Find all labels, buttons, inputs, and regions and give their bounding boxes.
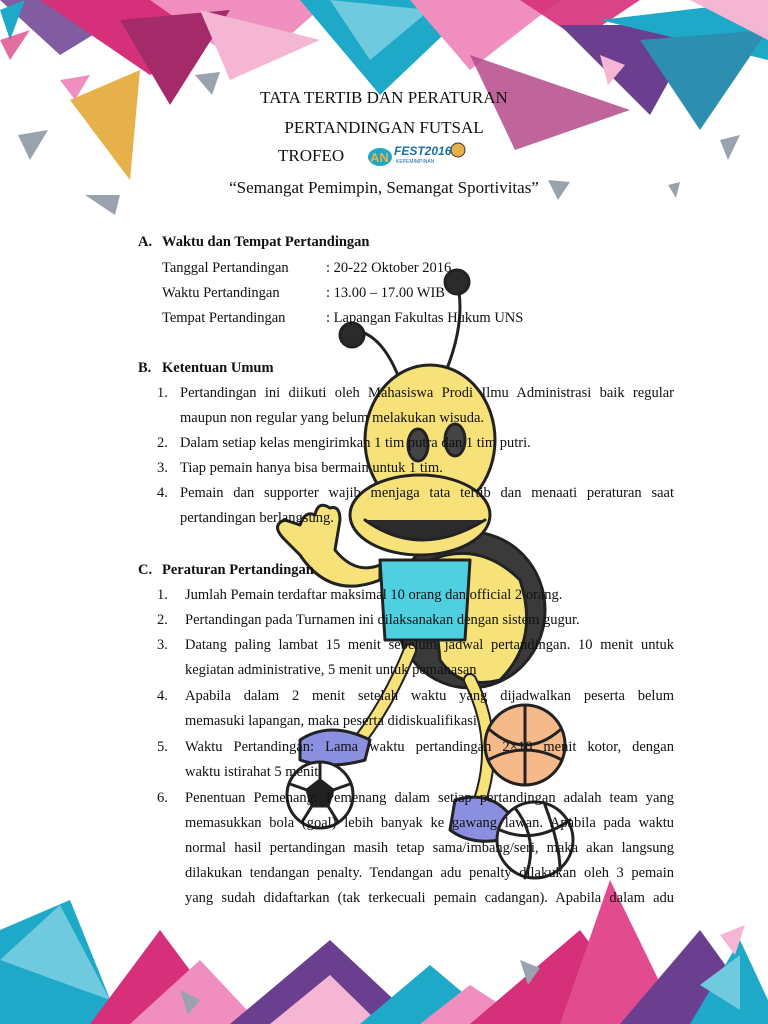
list-number: 5. bbox=[157, 739, 168, 755]
event-logo-text: FEST2016 bbox=[394, 144, 452, 158]
list-number: 3. bbox=[157, 460, 168, 476]
list-text-line: Pertandingan pada Turnamen ini dilaksanakan dengan sistem gugur. bbox=[185, 612, 580, 628]
info-label: Tanggal Pertandingan bbox=[162, 260, 289, 276]
list-text-line: Jumlah Pemain terdaftar maksimal 10 orang dan official 2 orang. bbox=[185, 587, 563, 603]
list-text-line: memasuki lapangan, maka peserta didiskualifikasi bbox=[185, 713, 477, 729]
list-text-line: Waktu Pertandingan: Lama waktu pertandingan 2×10 menit kotor, dengan bbox=[185, 739, 674, 755]
list-text-line: Pertandingan ini diikuti oleh Mahasiswa Prodi Ilmu Administrasi baik regular bbox=[180, 385, 674, 401]
list-text-line: pertandingan berlangsung. bbox=[180, 510, 334, 526]
list-text-line: memasukkan bola (goal) lebih banyak ke gawang lawan. Apabila pada waktu bbox=[185, 815, 674, 831]
list-text-line: dilakukan tendangan penalty. Tendangan adu penalty dilakukan oleh 3 pemain bbox=[185, 865, 674, 881]
section-b-heading bbox=[138, 360, 274, 377]
list-text-line: yang sudah didaftarkan (tak terkecuali pemain cadangan). Apabila dalam adu bbox=[185, 890, 674, 906]
tagline: “Semangat Pemimpin, Semangat Sportivitas” bbox=[229, 178, 539, 197]
list-text-line: Penentuan Pemenang: Pemenang dalam setiap pertandingan adalah team yang bbox=[185, 790, 674, 806]
document-title-line1: TATA TERTIB DAN PERATURAN bbox=[260, 88, 508, 107]
list-text-line: Tiap pemain hanya bisa bermain untuk 1 tim. bbox=[180, 460, 443, 476]
svg-text:AN: AN bbox=[370, 150, 389, 165]
info-value: : 20-22 Oktober 2016 bbox=[326, 260, 452, 276]
section-a-title: Waktu dan Tempat Pertandingan bbox=[162, 234, 370, 250]
section-a-heading bbox=[138, 234, 370, 251]
section-a-letter: A. bbox=[138, 234, 153, 250]
list-number: 4. bbox=[157, 485, 168, 501]
list-text-line: Apabila dalam 2 menit setelah waktu yang dijadwalkan peserta belum bbox=[185, 688, 674, 704]
section-c-title: Peraturan Pertandingan bbox=[162, 562, 314, 578]
event-logo bbox=[366, 140, 476, 170]
info-row-time bbox=[162, 285, 445, 302]
info-row-date bbox=[162, 260, 451, 277]
info-row-place bbox=[162, 310, 523, 327]
list-number: 3. bbox=[157, 637, 168, 653]
info-value: : Lapangan Fakultas Hukum UNS bbox=[326, 310, 524, 326]
info-label: Tempat Pertandingan bbox=[162, 310, 286, 326]
trofeo-label: TROFEO bbox=[278, 146, 345, 165]
list-number: 4. bbox=[157, 688, 168, 704]
list-text-line: Pemain dan supporter wajib menjaga tata tertib dan menaati peraturan saat bbox=[180, 485, 674, 501]
list-text-line: waktu istirahat 5 menit. bbox=[185, 764, 322, 780]
section-b-title: Ketentuan Umum bbox=[162, 360, 274, 376]
info-label: Waktu Pertandingan bbox=[162, 285, 280, 301]
list-text-line: Dalam setiap kelas mengirimkan 1 tim putra dan 1 tim putri. bbox=[180, 435, 531, 451]
list-number: 1. bbox=[157, 385, 168, 401]
info-value: : 13.00 – 17.00 WIB bbox=[326, 285, 445, 301]
list-number: 2. bbox=[157, 612, 168, 628]
list-text-line: normal hasil pertandingan masih tetap sama/imbang/seri, maka akan langsung bbox=[185, 840, 674, 856]
list-number: 6. bbox=[157, 790, 168, 806]
list-text-line: kegiatan administrative, 5 menit untuk pemanasan bbox=[185, 662, 477, 678]
document-title-line2: PERTANDINGAN FUTSAL bbox=[284, 118, 484, 137]
section-b-letter: B. bbox=[138, 360, 152, 376]
list-text-line: maupun non regular yang belum melakukan wisuda. bbox=[180, 410, 485, 426]
section-c-heading bbox=[138, 562, 314, 579]
list-text-line: Datang paling lambat 15 menit sebelum jadwal pertandingan. 10 menit untuk bbox=[185, 637, 674, 653]
list-number: 2. bbox=[157, 435, 168, 451]
event-logo-subtext: KEPEMIMPINAN bbox=[396, 159, 435, 165]
list-number: 1. bbox=[157, 587, 168, 603]
section-c-letter: C. bbox=[138, 562, 153, 578]
